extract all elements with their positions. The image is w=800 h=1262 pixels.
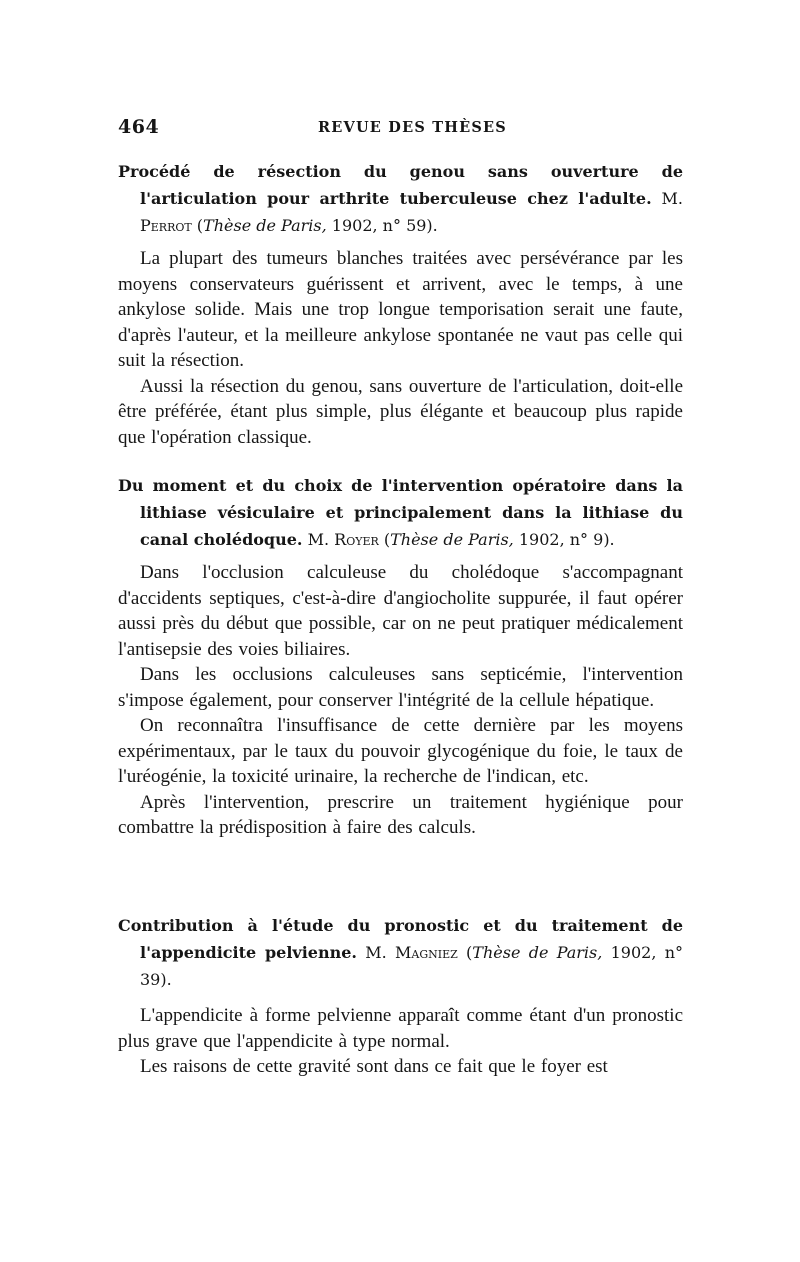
citation-details: 1902, n° 9). — [513, 530, 615, 549]
author-name: Royer — [334, 530, 379, 549]
thesis-title — [118, 158, 683, 239]
body-paragraph: La plupart des tumeurs blanches traitées avec persévérance par les moyens conservateurs guérissent et arrivent, avec le temps, à une ankylose solide. Mais une trop longue temporisation serait une faute, d'après l'auteur, et la meilleure ankylose spontanée ne vaut pas celle qui suit la résection. — [118, 248, 683, 371]
citation-open: ( — [191, 216, 204, 235]
author-prefix: M. — [651, 189, 683, 208]
thesis-title-text: Contribution à l'étude du pronostic et du traitement de l'appendicite pelvienne. — [118, 916, 683, 962]
page-number: 464 — [118, 116, 160, 138]
body-paragraph: L'appendicite à forme pelvienne apparaît comme étant d'un pronostic plus grave que l'appendicite à type normal. — [118, 1005, 683, 1052]
citation-details: 1902, n° 39). — [140, 943, 684, 989]
body-paragraph: On reconnaîtra l'insuffisance de cette dernière par les moyens expérimentaux, par le taux du pouvoir glycogénique du foie, le taux de l'uréogénie, la toxicité urinaire, la recherche de l'indican, etc. — [118, 715, 683, 787]
citation-open: ( — [457, 943, 473, 962]
body-paragraph: Dans l'occlusion calculeuse du cholédoque s'accompagnant d'accidents septiques, c'est-à-dire d'angiocholite suppurée, il faut opérer aussi près du début que possible, car on ne peut pratiquer médicalement l'antisepsie des voies biliaires. — [118, 562, 683, 660]
author-prefix: M. — [302, 530, 335, 549]
thesis-title-text: Procédé de résection du genou sans ouverture de l'articulation pour arthrite tuberculeuse chez l'adulte. — [118, 162, 683, 208]
thesis-review-2 — [118, 472, 683, 841]
thesis-title — [118, 912, 683, 993]
running-title: REVUE DES THÈSES — [318, 119, 507, 136]
author-name: Perrot — [140, 216, 192, 235]
thesis-title-text: Du moment et du choix de l'intervention opératoire dans la lithiase vésiculaire et principalement dans la lithiase du canal cholédoque. — [118, 476, 683, 549]
thesis-title — [118, 472, 683, 553]
body-paragraph: Les raisons de cette gravité sont dans ce fait que le foyer est — [140, 1056, 608, 1077]
page-header — [118, 116, 683, 142]
thesis-review-1 — [118, 158, 683, 450]
citation-source: Thèse de Paris, — [203, 216, 327, 235]
body-paragraph: Dans les occlusions calculeuses sans septicémie, l'intervention s'impose également, pour conserver l'intégrité de la cellule hépatique. — [118, 664, 683, 711]
author-prefix: M. — [356, 943, 395, 962]
body-paragraph: Aussi la résection du genou, sans ouverture de l'articulation, doit-elle être préférée, étant plus simple, plus élégante et beaucoup plus rapide que l'opération classique. — [118, 375, 683, 448]
citation-source: Thèse de Paris, — [390, 530, 514, 549]
citation-details: 1902, n° 59). — [326, 216, 438, 235]
author-name: Magniez — [395, 943, 458, 962]
body-paragraph: Après l'intervention, prescrire un traitement hygiénique pour combattre la prédisposition à faire des calculs. — [118, 791, 683, 838]
citation-open: ( — [378, 530, 391, 549]
citation-source: Thèse de Paris, — [472, 943, 603, 962]
thesis-review-3 — [118, 912, 683, 1080]
